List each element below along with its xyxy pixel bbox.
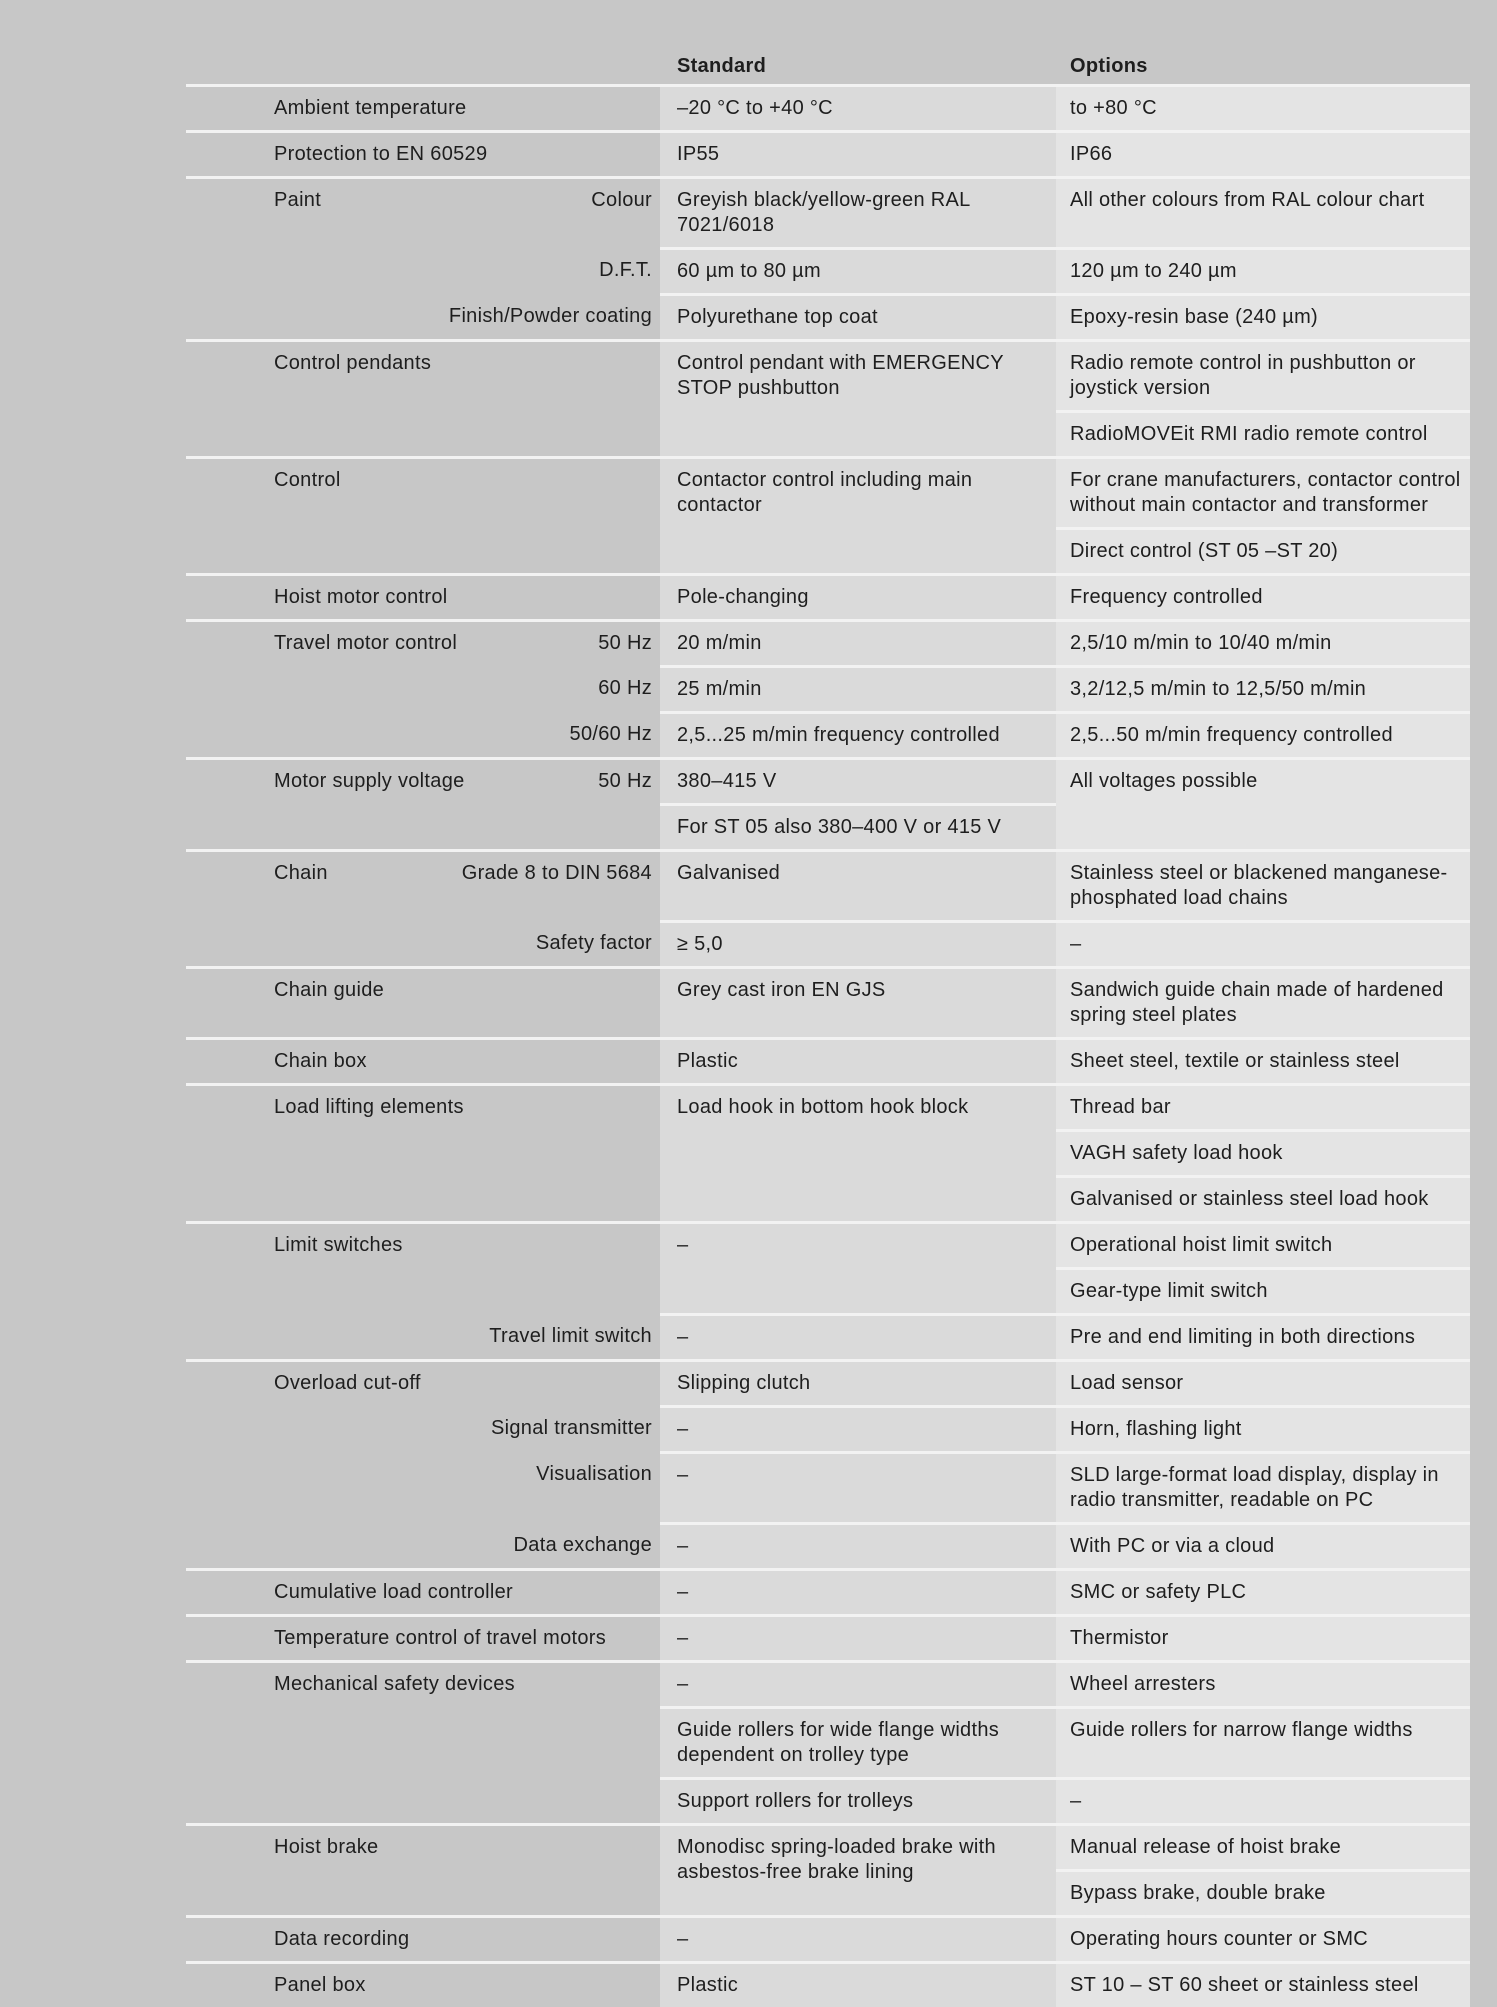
standard-value: Grey cast iron EN GJS xyxy=(660,968,1056,1039)
table-row xyxy=(186,1085,1470,1131)
table-row xyxy=(186,968,1470,1039)
standard-value: –20 °C to +40 °C xyxy=(660,86,1056,132)
row-label xyxy=(186,1453,660,1524)
standard-value: Slipping clutch xyxy=(660,1361,1056,1407)
standard-value: Greyish black/yellow-green RAL 7021/6018 xyxy=(660,178,1056,249)
sub-label: 60 Hz xyxy=(274,676,652,701)
option-value: 3,2/12,5 m/min to 12,5/50 m/min xyxy=(1056,667,1470,713)
sub-label: Safety factor xyxy=(274,931,652,956)
option-value: VAGH safety load hook xyxy=(1056,1131,1470,1177)
sub-label: Data exchange xyxy=(274,1533,652,1558)
option-value: Pre and end limiting in both directions xyxy=(1056,1315,1470,1361)
standard-value: Support rollers for trolleys xyxy=(660,1779,1056,1825)
table-row xyxy=(186,1570,1470,1616)
table-row xyxy=(186,1315,1470,1361)
table-row xyxy=(186,1917,1470,1963)
group-label: Chain xyxy=(274,861,328,886)
sub-label: Signal transmitter xyxy=(274,1416,652,1441)
row-label: Chain guide xyxy=(186,968,660,1039)
option-value: IP66 xyxy=(1056,132,1470,178)
sub-label: 50 Hz xyxy=(598,631,652,656)
option-value: Thread bar xyxy=(1056,1085,1470,1131)
row-label xyxy=(186,621,660,667)
table-row xyxy=(186,1453,1470,1524)
sub-label: Travel limit switch xyxy=(274,1324,652,1349)
standard-value: – xyxy=(660,1917,1056,1963)
standard-value: Plastic xyxy=(660,1963,1056,2007)
option-value: 120 µm to 240 µm xyxy=(1056,249,1470,295)
table-row xyxy=(186,249,1470,295)
table-row xyxy=(186,713,1470,759)
row-label xyxy=(186,249,660,295)
standard-value: 20 m/min xyxy=(660,621,1056,667)
option-value: – xyxy=(1056,1779,1470,1825)
row-label: Load lifting elements xyxy=(186,1085,660,1223)
option-value: With PC or via a cloud xyxy=(1056,1524,1470,1570)
standard-value: – xyxy=(660,1570,1056,1616)
table-row xyxy=(186,1407,1470,1453)
standard-value: – xyxy=(660,1223,1056,1315)
sub-label: Colour xyxy=(591,188,652,213)
table-row xyxy=(186,575,1470,621)
row-label xyxy=(186,1524,660,1570)
option-value: RadioMOVEit RMI radio remote control xyxy=(1056,412,1470,458)
table-row xyxy=(186,458,1470,529)
row-label: Overload cut-off xyxy=(186,1361,660,1407)
standard-value: Galvanised xyxy=(660,851,1056,922)
row-label xyxy=(186,922,660,968)
table-row xyxy=(186,667,1470,713)
row-label xyxy=(186,759,660,851)
table-row xyxy=(186,851,1470,922)
row-label: Temperature control of travel motors xyxy=(186,1616,660,1662)
header-options: Options xyxy=(1056,0,1470,86)
option-value: Frequency controlled xyxy=(1056,575,1470,621)
option-value: Manual release of hoist brake xyxy=(1056,1825,1470,1871)
standard-value: Guide rollers for wide flange widths dependent on trolley type xyxy=(660,1708,1056,1779)
table-row xyxy=(186,1616,1470,1662)
option-value: Load sensor xyxy=(1056,1361,1470,1407)
row-label xyxy=(186,713,660,759)
option-value: All other colours from RAL colour chart xyxy=(1056,178,1470,249)
row-label: Control xyxy=(186,458,660,575)
row-label: Protection to EN 60529 xyxy=(186,132,660,178)
option-value: 2,5...50 m/min frequency controlled xyxy=(1056,713,1470,759)
standard-value: 25 m/min xyxy=(660,667,1056,713)
standard-value: 380–415 V xyxy=(660,759,1056,805)
row-label xyxy=(186,178,660,249)
row-label: Data recording xyxy=(186,1917,660,1963)
group-label: Travel motor control xyxy=(274,631,457,656)
option-value: Operational hoist limit switch xyxy=(1056,1223,1470,1269)
specification-table xyxy=(186,0,1470,2007)
row-label: Chain box xyxy=(186,1039,660,1085)
standard-value: – xyxy=(660,1315,1056,1361)
option-value: 2,5/10 m/min to 10/40 m/min xyxy=(1056,621,1470,667)
standard-value: Plastic xyxy=(660,1039,1056,1085)
table-row xyxy=(186,1039,1470,1085)
standard-value: 60 µm to 80 µm xyxy=(660,249,1056,295)
table-row xyxy=(186,1361,1470,1407)
option-value: Epoxy-resin base (240 µm) xyxy=(1056,295,1470,341)
table-row xyxy=(186,1963,1470,2007)
standard-value: 2,5...25 m/min frequency controlled xyxy=(660,713,1056,759)
option-value: Guide rollers for narrow flange widths xyxy=(1056,1708,1470,1779)
row-label: Hoist brake xyxy=(186,1825,660,1917)
standard-value: Monodisc spring-loaded brake with asbestos-free brake lining xyxy=(660,1825,1056,1917)
standard-value: Pole-changing xyxy=(660,575,1056,621)
row-label: Control pendants xyxy=(186,341,660,458)
option-value: Stainless steel or blackened manganese-phosphated load chains xyxy=(1056,851,1470,922)
standard-value: – xyxy=(660,1524,1056,1570)
standard-value: Load hook in bottom hook block xyxy=(660,1085,1056,1223)
table-row xyxy=(186,1662,1470,1708)
standard-value: Polyurethane top coat xyxy=(660,295,1056,341)
row-label xyxy=(186,851,660,922)
standard-value: – xyxy=(660,1407,1056,1453)
sub-label: Visualisation xyxy=(274,1462,652,1487)
option-value: SMC or safety PLC xyxy=(1056,1570,1470,1616)
option-value: Sandwich guide chain made of hardened spring steel plates xyxy=(1056,968,1470,1039)
row-label: Mechanical safety devices xyxy=(186,1662,660,1825)
sub-label: D.F.T. xyxy=(274,258,652,283)
option-value: Bypass brake, double brake xyxy=(1056,1871,1470,1917)
option-value: to +80 °C xyxy=(1056,86,1470,132)
row-label xyxy=(186,1407,660,1453)
sub-label: Grade 8 to DIN 5684 xyxy=(462,861,652,886)
group-label: Motor supply voltage xyxy=(274,769,465,794)
option-value: Wheel arresters xyxy=(1056,1662,1470,1708)
standard-value: – xyxy=(660,1662,1056,1708)
option-value: Horn, flashing light xyxy=(1056,1407,1470,1453)
option-value: Thermistor xyxy=(1056,1616,1470,1662)
row-label xyxy=(186,1315,660,1361)
row-label: Ambient temperature xyxy=(186,86,660,132)
row-label xyxy=(186,295,660,341)
table-row xyxy=(186,1223,1470,1269)
table-row xyxy=(186,178,1470,249)
table-row xyxy=(186,295,1470,341)
option-value: Gear-type limit switch xyxy=(1056,1269,1470,1315)
row-label: Cumulative load controller xyxy=(186,1570,660,1616)
standard-value: – xyxy=(660,1616,1056,1662)
option-value: Sheet steel, textile or stainless steel xyxy=(1056,1039,1470,1085)
table-row xyxy=(186,341,1470,412)
option-value: Direct control (ST 05 –ST 20) xyxy=(1056,529,1470,575)
option-value: Operating hours counter or SMC xyxy=(1056,1917,1470,1963)
table-row xyxy=(186,86,1470,132)
option-value: Galvanised or stainless steel load hook xyxy=(1056,1177,1470,1223)
table-header-row xyxy=(186,0,1470,86)
option-value: ST 10 – ST 60 sheet or stainless steel xyxy=(1056,1963,1470,2007)
standard-value: – xyxy=(660,1453,1056,1524)
table-row xyxy=(186,759,1470,805)
table-row xyxy=(186,132,1470,178)
sub-label: Finish/Powder coating xyxy=(274,304,652,329)
standard-value: IP55 xyxy=(660,132,1056,178)
option-value: For crane manufacturers, contactor control without main contactor and transformer xyxy=(1056,458,1470,529)
table-row xyxy=(186,1524,1470,1570)
row-label: Hoist motor control xyxy=(186,575,660,621)
sub-label: 50/60 Hz xyxy=(274,722,652,747)
group-label: Paint xyxy=(274,188,321,213)
option-value: – xyxy=(1056,922,1470,968)
row-label xyxy=(186,667,660,713)
option-value: All voltages possible xyxy=(1056,759,1470,851)
row-label: Panel box xyxy=(186,1963,660,2007)
row-label: Limit switches xyxy=(186,1223,660,1315)
header-standard: Standard xyxy=(660,0,1056,86)
standard-value: ≥ 5,0 xyxy=(660,922,1056,968)
standard-value: Contactor control including main contactor xyxy=(660,458,1056,575)
standard-value: Control pendant with EMERGENCY STOP pushbutton xyxy=(660,341,1056,458)
table-row xyxy=(186,1825,1470,1871)
table-row xyxy=(186,922,1470,968)
standard-value: For ST 05 also 380–400 V or 415 V xyxy=(660,805,1056,851)
table-row xyxy=(186,621,1470,667)
sub-label: 50 Hz xyxy=(598,769,652,794)
option-value: Radio remote control in pushbutton or joystick version xyxy=(1056,341,1470,412)
option-value: SLD large-format load display, display in radio transmitter, readable on PC xyxy=(1056,1453,1470,1524)
